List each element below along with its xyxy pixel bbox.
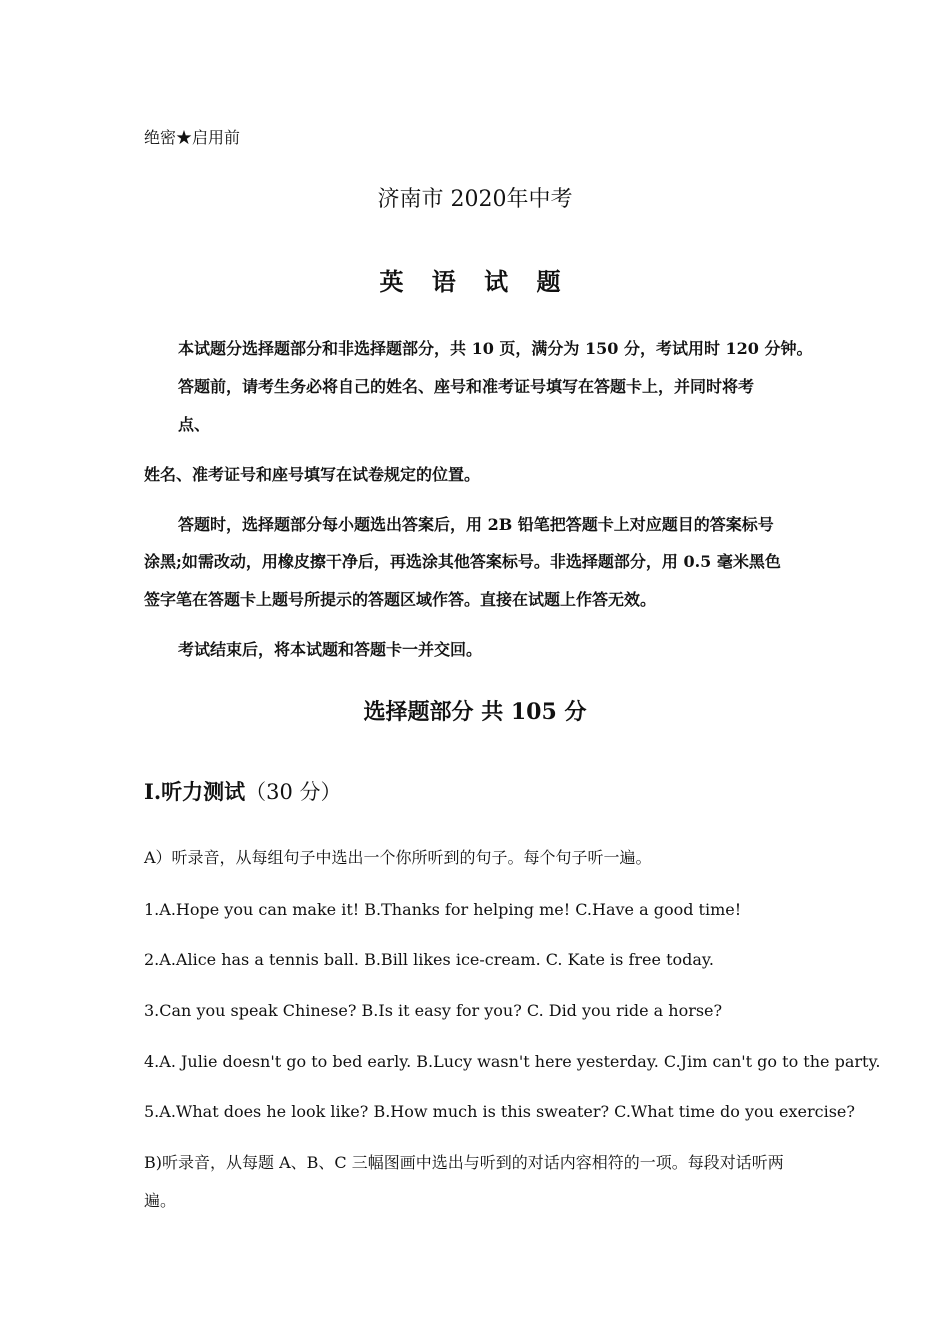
exam-title: 济南市 2020年中考: [377, 187, 573, 212]
question-item: 5.A.What does he look like? B.How much is this sweater? C.What time do you exercise?: [144, 1102, 855, 1121]
instruction-line: 点、: [178, 415, 211, 434]
question-item: 1.A.Hope you can make it! B.Thanks for helping me! C.Have a good time!: [144, 900, 742, 919]
instruction-line: 姓名、准考证号和座号填写在试卷规定的位置。: [144, 465, 481, 484]
part-title-score: （30 分）: [245, 780, 342, 804]
question-item: 4.A. Julie doesn't go to bed early. B.Lucy wasn't here yesterday. C.Jim can't go to the party.: [144, 1052, 881, 1071]
question-item: 2.A.Alice has a tennis ball. B.Bill likes ice-cream. C. Kate is free today.: [144, 950, 714, 969]
instruction-line: 答题时，选择题部分每小题选出答案后，用 2B 铅笔把答题卡上对应题目的答案标号: [178, 515, 774, 534]
section-a-intro: A）听录音，从每组句子中选出一个你所听到的句子。每个句子听一遍。: [144, 848, 652, 867]
part-title-main: I.听力测试: [144, 779, 246, 804]
instruction-line: 答题前，请考生务必将自己的姓名、座号和准考证号填写在答题卡上，并同时将考: [178, 377, 755, 396]
part-title: [144, 778, 809, 806]
section-b-intro: B)听录音，从每题 A、B、C 三幅图画中选出与听到的对话内容相符的一项。每段对话听两: [144, 1153, 784, 1172]
instruction-line: 本试题分选择题部分和非选择题部分，共 10 页，满分为 150 分，考试用时 120 分钟。: [178, 339, 813, 358]
instruction-line: 签字笔在答题卡上题号所提示的答题区域作答。直接在试题上作答无效。: [144, 590, 657, 609]
secret-mark: 绝密★启用前: [144, 128, 241, 147]
section-b-intro-continued: 遍。: [144, 1191, 177, 1210]
subject-title: 英 语 试 题: [379, 267, 571, 296]
section-title: 选择题部分 共 105 分: [363, 699, 587, 725]
instruction-line: 考试结束后，将本试题和答题卡一并交回。: [178, 640, 483, 659]
question-item: 3.Can you speak Chinese? B.Is it easy for you? C. Did you ride a horse?: [144, 1001, 723, 1020]
instruction-line: 涂黑;如需改动，用橡皮擦干净后，再选涂其他答案标号。非选择题部分，用 0.5 毫米黑色: [144, 552, 781, 571]
